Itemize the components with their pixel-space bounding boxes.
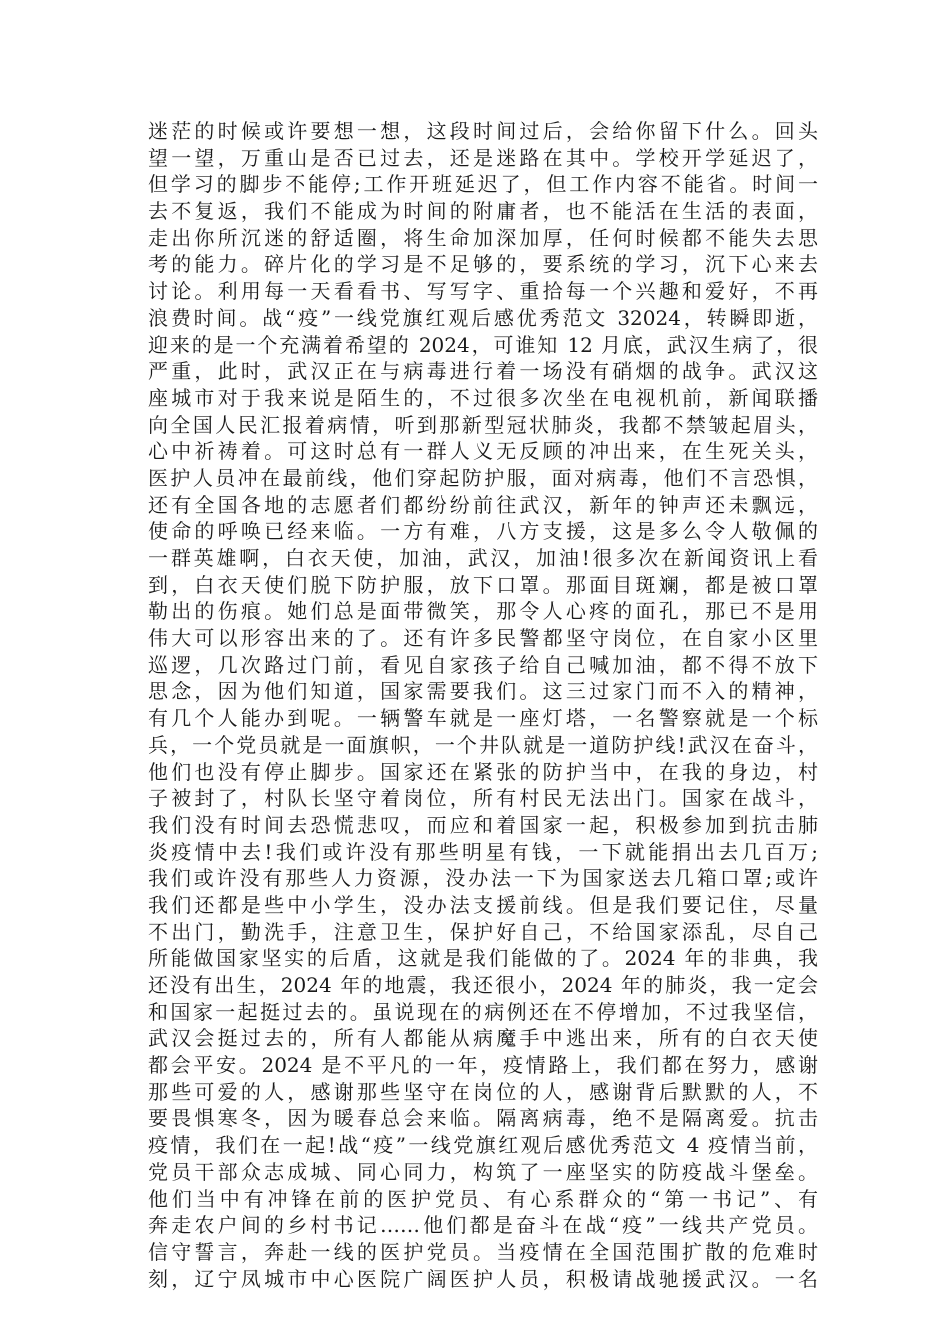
text-line: 心中祈祷着。可这时总有一群人义无反顾的冲出来，在生死关头，: [148, 439, 818, 464]
text-line: 他们当中有冲锋在前的医护党员、有心系群众的“第一书记”、有: [148, 1186, 818, 1211]
text-line: 向全国人民汇报着病情，听到那新型冠状肺炎，我都不禁皱起眉头，: [148, 412, 818, 437]
text-line: 一群英雄啊，白衣天使，加油，武汉，加油!很多次在新闻资讯上看: [148, 546, 818, 570]
text-line: 要畏惧寒冬，因为暖春总会来临。隔离病毒，绝不是隔离爱。抗击: [148, 1106, 818, 1131]
text-line: 迷茫的时候或许要想一想，这段时间过后，会给你留下什么。回头: [148, 119, 818, 143]
text-line: 但学习的脚步不能停;工作开班延迟了，但工作内容不能省。时间一: [148, 172, 818, 197]
text-line: 迎来的是一个充满着希望的 2024，可谁知 12 月底，武汉生病了，很: [148, 332, 818, 357]
text-line: 去不复返，我们不能成为时间的附庸者，也不能活在生活的表面，: [148, 199, 818, 224]
text-line: 思念，因为他们知道，国家需要我们。这三过家门而不入的精神，: [148, 679, 818, 704]
text-line: 医护人员冲在最前线，他们穿起防护服，面对病毒，他们不言恐惧，: [148, 465, 818, 490]
text-line: 讨论。利用每一天看看书、写写字、重拾每一个兴趣和爱好，不再: [148, 279, 818, 304]
body-text: [148, 118, 818, 1292]
text-line: 勒出的伤痕。她们总是面带微笑，那令人心疼的面孔，那已不是用: [148, 599, 818, 624]
text-line: 到，白衣天使们脱下防护服，放下口罩。那面目斑斓，都是被口罩: [148, 572, 818, 597]
text-line: 党员干部众志成城、同心同力，构筑了一座坚实的防疫战斗堡垒。: [148, 1159, 818, 1184]
text-line: 和国家一起挺过去的。虽说现在的病例还在不停增加，不过我坚信，: [148, 999, 818, 1024]
text-line: 子被封了，村队长坚守着岗位，所有村民无法出门。国家在战斗，: [148, 786, 818, 811]
text-line: 巡逻，几次路过门前，看见自家孩子给自己喊加油，都不得不放下: [148, 652, 818, 677]
text-line: 炎疫情中去!我们或许没有那些明星有钱，一下就能捐出去几百万;: [148, 839, 818, 864]
text-line: 望一望，万重山是否已过去，还是迷路在其中。学校开学延迟了，: [148, 145, 818, 170]
text-line: 我们或许没有那些人力资源，没办法一下为国家送去几箱口罩;或许: [148, 866, 818, 891]
text-line: 都会平安。2024 是不平凡的一年，疫情路上，我们都在努力，感谢: [148, 1053, 818, 1078]
text-line: 还有全国各地的志愿者们都纷纷前往武汉，新年的钟声还未飘远，: [148, 492, 818, 517]
text-line: 不出门，勤洗手，注意卫生，保护好自己，不给国家添乱，尽自己: [148, 919, 818, 944]
text-line: 座城市对于我来说是陌生的，不过很多次坐在电视机前，新闻联播: [148, 385, 818, 410]
text-line: 还没有出生，2024 年的地震，我还很小，2024 年的肺炎，我一定会: [148, 973, 818, 997]
text-line: 武汉会挺过去的，所有人都能从病魔手中逃出来，所有的白衣天使: [148, 1026, 818, 1051]
text-line: 兵，一个党员就是一面旗帜，一个井队就是一道防护线!武汉在奋斗，: [148, 732, 818, 757]
text-line: 我们还都是些中小学生，没办法支援前线。但是我们要记住，尽量: [148, 892, 818, 917]
text-line: 有几个人能办到呢。一辆警车就是一座灯塔，一名警察就是一个标: [148, 706, 818, 731]
text-line: 信守誓言，奔赴一线的医护党员。当疫情在全国范围扩散的危难时: [148, 1239, 818, 1264]
text-line: 所能做国家坚实的后盾，这就是我们能做的了。2024 年的非典，我: [148, 946, 818, 971]
text-line: 奔走农户间的乡村书记……他们都是奋斗在战“疫”一线共产党员。: [148, 1213, 818, 1238]
text-line: 那些可爱的人，感谢那些坚守在岗位的人，感谢背后默默的人，不: [148, 1079, 818, 1104]
text-line: 使命的呼唤已经来临。一方有难，八方支援，这是多么令人敬佩的: [148, 519, 818, 544]
text-line: 走出你所沉迷的舒适圈，将生命加深加厚，任何时候都不能失去思: [148, 225, 818, 250]
text-line: 他们也没有停止脚步。国家还在紧张的防护当中，在我的身边，村: [148, 759, 818, 784]
text-line: 严重，此时，武汉正在与病毒进行着一场没有硝烟的战争。武汉这: [148, 359, 818, 384]
text-line: 我们没有时间去恐慌悲叹，而应和着国家一起，积极参加到抗击肺: [148, 812, 818, 837]
text-line: 伟大可以形容出来的了。还有许多民警都坚守岗位，在自家小区里: [148, 626, 818, 651]
text-line: 疫情，我们在一起!战“疫”一线党旗红观后感优秀范文 4 疫情当前，: [148, 1133, 818, 1158]
text-line: 刻，辽宁凤城市中心医院广阔医护人员，积极请战驰援武汉。一名: [148, 1266, 818, 1291]
text-line: 浪费时间。战“疫”一线党旗红观后感优秀范文 32024，转瞬即逝，: [148, 305, 818, 330]
text-line: 考的能力。碎片化的学习是不足够的，要系统的学习，沉下心来去: [148, 252, 818, 277]
